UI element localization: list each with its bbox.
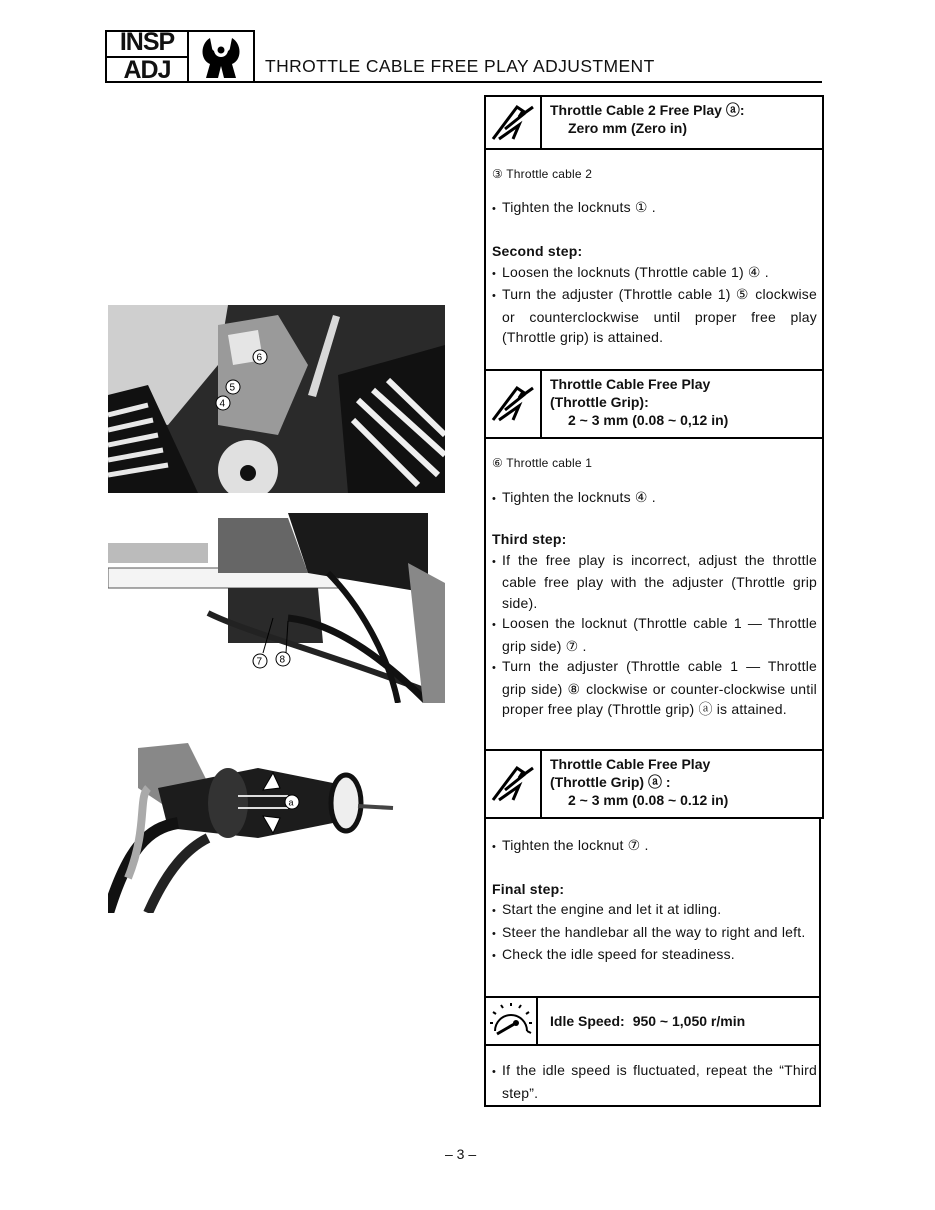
spec2-line3: 2 ~ 3 mm (0.08 ~ 0,12 in) <box>568 412 729 428</box>
caliper-icon <box>486 97 542 148</box>
svg-text:5: 5 <box>229 382 236 394</box>
frame-right-top <box>822 95 824 818</box>
throttle-grip-side-photo <box>108 513 445 703</box>
final-bullet-1: • Start the engine and let it at idling. <box>492 899 817 922</box>
spec3-line1: Throttle Cable Free Play <box>550 756 711 772</box>
step3-after-bullet: • Tighten the locknut ⑦ . <box>492 835 817 858</box>
badge-label <box>107 28 189 84</box>
step3-bullet-1: • If the free play is incorrect, adjust the throttle cable free play with the adjuster (Throttle grip side). <box>492 550 817 614</box>
second-step-heading: Second step: <box>492 243 583 259</box>
step3-bullet-3: • Turn the adjuster (Throttle cable 1 — Throttle grip side) ⑧ clockwise or counter-clockwise until proper free play (Throttle grip) ⓐ is attained. <box>492 656 817 720</box>
svg-text:8: 8 <box>279 654 286 666</box>
svg-text:6: 6 <box>256 352 263 364</box>
spec2-line2: (Throttle Grip): <box>550 394 649 410</box>
frame-bottom <box>484 1105 821 1107</box>
wrench-icon <box>189 32 253 81</box>
insp-adj-badge <box>105 30 255 83</box>
spec1-line2: Zero mm (Zero in) <box>568 120 688 136</box>
idle-speed-value: 950 ~ 1,050 r/min <box>632 1013 746 1029</box>
frame-left-top <box>484 95 486 1107</box>
throttle-grip-photo <box>108 728 445 913</box>
carburetor-photo <box>108 305 445 493</box>
caption-throttle-cable-2: ③ Throttle cable 2 <box>492 167 593 181</box>
header-rule <box>255 81 822 83</box>
step2-bullet-1: • Loosen the locknuts (Throttle cable 1) ④ . <box>492 262 817 285</box>
svg-text:4: 4 <box>219 398 226 410</box>
spec-box-idle-speed <box>484 996 821 1046</box>
final-step-heading: Final step: <box>492 880 565 897</box>
step2-after-bullet: • Tighten the locknuts ④ . <box>492 487 817 510</box>
step2-bullet-2: • Turn the adjuster (Throttle cable 1) ⑤ clockwise or counterclockwise until proper free play (Throttle grip) is attained. <box>492 284 817 348</box>
spec-box-cable2-free-play <box>484 97 824 150</box>
badge-bottom-text: ADJ <box>123 56 171 84</box>
page-title: THROTTLE CABLE FREE PLAY ADJUSTMENT <box>265 56 655 76</box>
svg-text:7: 7 <box>256 656 263 668</box>
spec3-line2: (Throttle Grip) ⓐ : <box>550 774 671 790</box>
svg-text:a: a <box>288 797 294 808</box>
spec1-line1: Throttle Cable 2 Free Play ⓐ: <box>550 102 745 118</box>
badge-top-text: INSP <box>107 30 187 58</box>
frame-right-bottom <box>819 818 821 1107</box>
caliper-icon <box>486 751 542 817</box>
final-bullet-2: • Steer the handlebar all the way to right and left. <box>492 922 817 945</box>
caliper-icon <box>486 371 542 437</box>
third-step-heading: Third step: <box>492 531 567 547</box>
caption-throttle-cable-1: ⑥ Throttle cable 1 <box>492 456 593 470</box>
page-number: – 3 – <box>445 1146 477 1162</box>
closing-bullet: • If the idle speed is fluctuated, repeat the “Third step”. <box>492 1060 817 1103</box>
step1-bullet: • Tighten the locknuts ① . <box>492 197 817 220</box>
final-bullet-3: • Check the idle speed for steadiness. <box>492 944 817 967</box>
spec3-line3: 2 ~ 3 mm (0.08 ~ 0.12 in) <box>568 792 729 808</box>
tachometer-icon <box>486 998 538 1044</box>
step3-bullet-2: • Loosen the locknut (Throttle cable 1 — Throttle grip side) ⑦ . <box>492 613 817 656</box>
idle-speed-label: Idle Speed: <box>550 1013 625 1029</box>
spec-box-grip-free-play-2 <box>484 749 824 819</box>
spec2-line1: Throttle Cable Free Play <box>550 376 711 392</box>
spec-box-grip-free-play-1 <box>484 369 824 439</box>
